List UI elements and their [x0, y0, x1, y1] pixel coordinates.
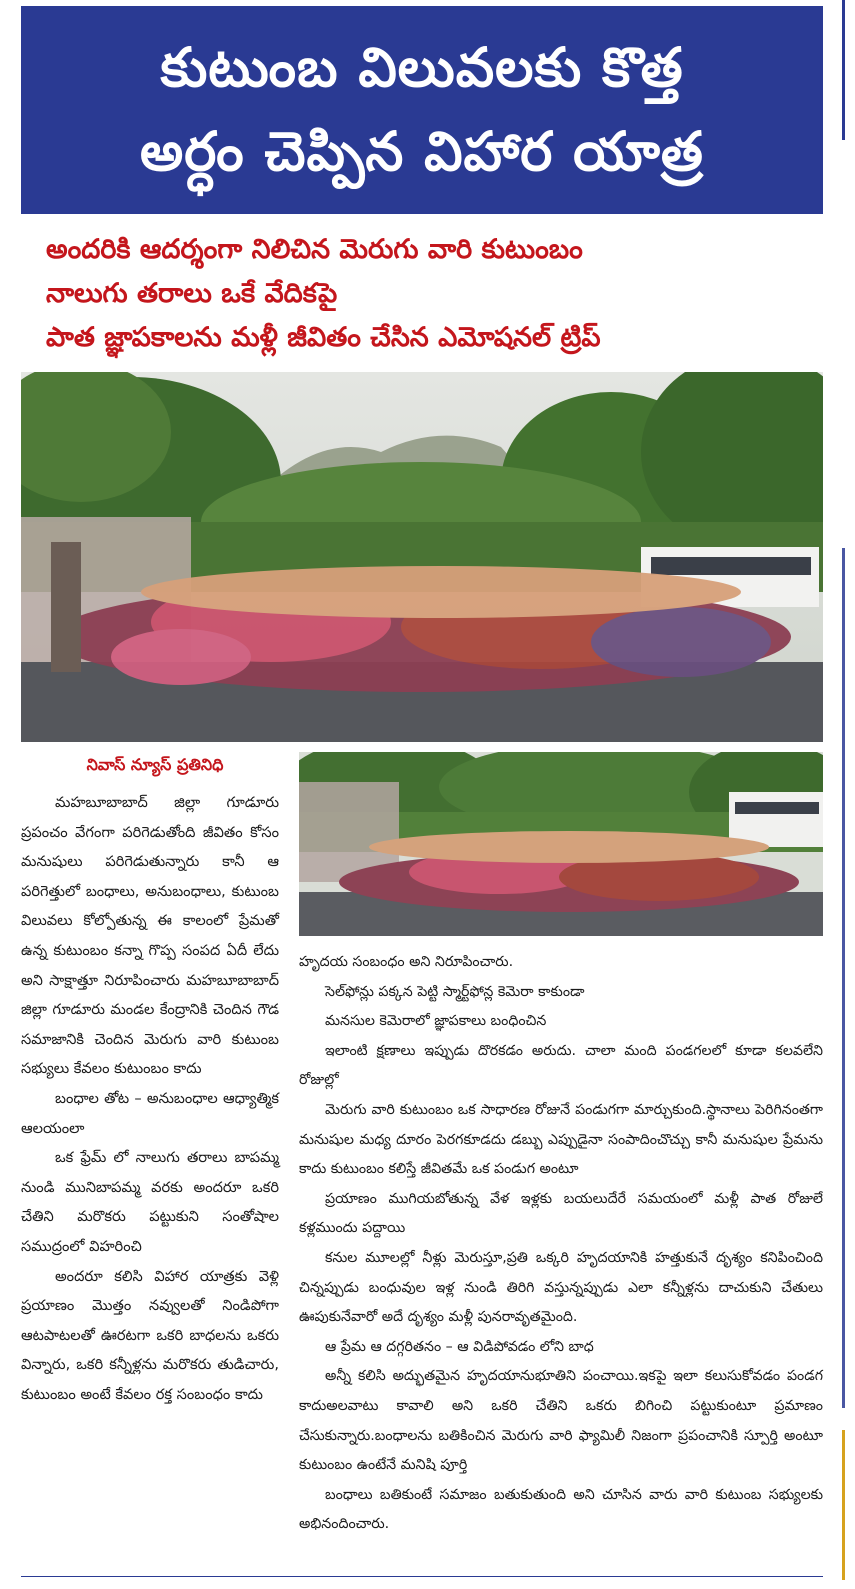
headline-line-2: అర్ధం చెప్పిన విహార యాత్ర [140, 120, 704, 183]
group-photo-secondary [299, 752, 823, 936]
paragraph: అందరూ కలిసి విహార యాత్రకు వెళ్లి ప్రయాణం మొత్తం నవ్వులతో నిండిపోగా ఆటపాటలతో ఊరటగా ఒకరి బాధలను ఒకరు విన్నారు, ఒకరి కన్నీళ్లను మరొకరు తుడిచారు, కుటుంబం అంటే కేవలం రక్త సంబంధం కాదు [21, 1267, 279, 1403]
subheadline: నాలుగు తరాలు ఒకే వేదికపై [46, 278, 338, 309]
paragraph: బంధాలు బతికుంటే సమాజం బతుకుతుంది అని చూసిన వారు వారి కుటుంబ సభ్యులకు అభినందించారు. [299, 1486, 823, 1533]
subheadline: అందరికి ఆదర్శంగా నిలిచిన మెరుగు వారి కుటుంబం [46, 234, 583, 265]
bottom-rule [21, 1576, 823, 1577]
headline-line-1: కుటుంబ విలువలకు కొత్త [160, 36, 684, 99]
edge-rule [842, 548, 845, 1408]
paragraph: ఒక ఫ్రేమ్ లో నాలుగు తరాలు బాపమ్మ నుండి మునిబాపమ్మ వరకు అందరూ ఒకరి చేతిని మరొకరు పట్టుకుని సంతోషాల సముద్రంలో విహరించి [21, 1149, 279, 1255]
paragraph: ఇలాంటి క్షణాలు ఇప్పుడు దొరకడం అరుదు. చాలా మంది పండగలలో కూడా కలవలేని రోజుల్లో [299, 1042, 823, 1089]
paragraph: బంధాల తోట – అనుబంధాల ఆధ్యాత్మిక ఆలయంలా [21, 1089, 279, 1137]
subheadline: పాత జ్ఞాపకాలను మళ్లీ జీవితం చేసిన ఎమోషనల్ ట్రిప్ [46, 322, 601, 353]
paragraph: ఆ ప్రేమ ఆ దగ్గరితనం – ఆ విడిపోవడం లోని బాధ [325, 1338, 594, 1355]
paragraph: ప్రయాణం ముగియబోతున్న వేళ ఇళ్లకు బయలుదేరే సమయంలో మళ్లీ పాత రోజులే కళ్లముందు పద్దాయి [299, 1190, 823, 1237]
paragraph: హృదయ సంబంధం అని నిరూపించారు. [299, 954, 514, 970]
edge-rule [842, 1430, 845, 1580]
paragraph: మనసుల కెమెరాలో జ్ఞాపకాలు బంధించిన [325, 1013, 547, 1030]
left-column-text [21, 788, 279, 1409]
paragraph: సెల్‌ఫోన్లు పక్కన పెట్టి స్మార్ట్‌ఫోన్ల కెమెరా కాకుండా [325, 983, 585, 1000]
right-column-text [299, 948, 823, 1540]
group-photo-main [21, 372, 823, 742]
paragraph: మహబూబాబాద్ జిల్లా గూడూరు ప్రపంచం వేగంగా పరిగెడుతోంది జీవితం కోసం మనుషులు పరిగెడుతున్నారు కానీ ఆ పరిగెత్తులో బంధాలు, అనుబంధాలు, కుటుంబ విలువలు కోల్పోతున్న ఈ కాలంలో ప్రేమతో ఉన్న కుటుంబం కన్నా గొప్ప సంపద ఏదీ లేదు అని సాక్షాత్తూ నిరూపించారు మహబూబాబాద్ జిల్లా గూడూరు మండల కేంద్రానికి చెందిన గౌడ సమాజానికి చెందిన మెరుగు వారి కుటుంబ సభ్యులు కేవలం కుటుంబం కాదు [21, 794, 279, 1078]
subheadlines [46, 228, 766, 360]
paragraph: అన్నీ కలిసి అద్భుతమైన హృదయానుభూతిని పంచాయి.ఇకపై ఇలా కలుసుకోవడం పండగ కాదుఅలవాటు కావాలి అని ఒకరి చేతిని ఒకరు బిగించి పట్టుకుంటూ ప్రమాణం చేసుకున్నారు.బంధాలను బతికించిన మెరుగు వారి ఫ్యామిలీ నిజంగా ప్రపంచానికి స్పూర్తి అంటూ కుటుంబం ఉంటేనే మనిషి పూర్తి [299, 1368, 823, 1474]
paragraph: కనుల మూలల్లో నీళ్లు మెరుస్తూ,ప్రతి ఒక్కరి హృదయానికి హత్తుకునే దృశ్యం కనిపించింది చిన్నప్పుడు బంధువుల ఇళ్ల నుండి తిరిగి వస్తున్నప్పుడు ఎలా కన్నీళ్లను దాచుకుని చేతులు ఊపుకునేవారో అదే దృశ్యం మళ్లీ పునరావృతమైంది. [299, 1249, 823, 1326]
edge-rule [842, 0, 845, 140]
byline: నివాస్ న్యూస్ ప్రతినిధి [86, 755, 224, 774]
headline-banner [21, 6, 823, 214]
paragraph: మెరుగు వారి కుటుంబం ఒక సాధారణ రోజునే పండుగగా మార్చుకుంది.స్థానాలు పెరిగినంతగా మనుషుల మధ్య దూరం పెరగకూడదు డబ్బు ఎప్పుడైనా సంపాదించొచ్చు కానీ మనుషుల ప్రేమను కాదు కుటుంబం కలిస్తే జీవితమే ఒక పండుగ అంటూ [299, 1101, 823, 1178]
